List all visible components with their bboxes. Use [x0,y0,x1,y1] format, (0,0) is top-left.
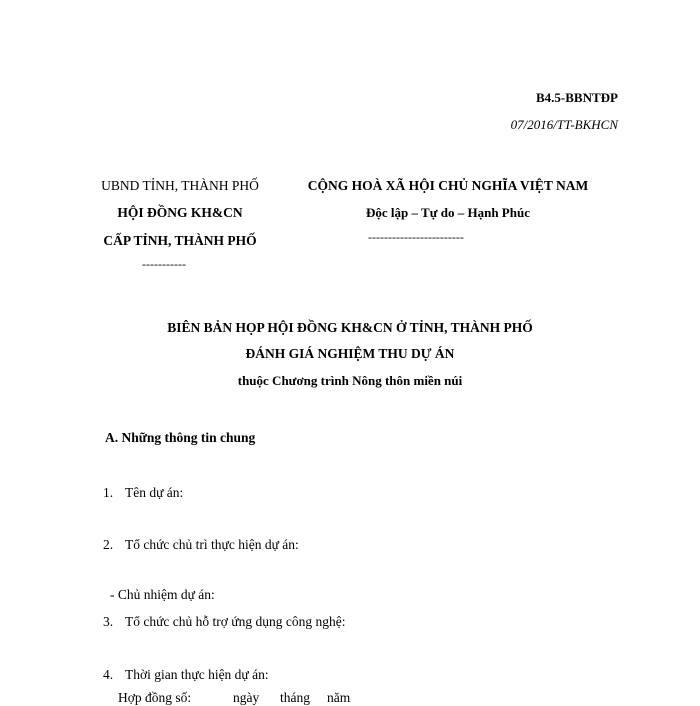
contract-month-label: tháng [280,690,310,705]
document-title: BIÊN BẢN HỌP HỘI ĐỒNG KH&CN Ở TỈNH, THÀNH PHỐ [167,320,533,335]
item-support-organization-label: Tổ chức chủ hỗ trợ ứng dụng công nghệ: [125,614,346,629]
council-level: CẤP TỈNH, THÀNH PHỐ [103,233,257,248]
section-a-heading: A. Những thông tin chung [105,430,256,445]
item-host-organization-label: Tổ chức chủ trì thực hiện dự án: [125,537,299,552]
contract-year-label: năm [327,690,351,705]
document-subtitle: ĐÁNH GIÁ NGHIỆM THU DỰ ÁN [245,346,455,361]
national-title: CỘNG HOÀ XÃ HỘI CHỦ NGHĨA VIỆT NAM [307,178,589,193]
item-project-manager-label: - Chủ nhiệm dự án: [110,587,215,602]
item-4-number: 4. [103,667,114,682]
item-2-number: 2. [103,537,114,552]
left-header-underline: ----------- [142,257,186,271]
item-1-number: 1. [103,485,114,500]
national-motto: Độc lập – Tự do – Hạnh Phúc [366,205,530,220]
province-committee: UBND TỈNH, THÀNH PHỐ [101,178,259,193]
contract-day-label: ngày [233,690,260,705]
form-code: B4.5-BBNTĐP [536,90,618,105]
council-name: HỘI ĐỒNG KH&CN [117,205,243,220]
program-name: thuộc Chương trình Nông thôn miền núi [237,373,463,388]
contract-number-label: Hợp đồng số: [118,690,192,705]
circular-number: 07/2016/TT-BKHCN [510,117,618,132]
item-duration-label: Thời gian thực hiện dự án: [125,667,269,682]
item-3-number: 3. [103,614,114,629]
right-header-underline: ------------------------ [368,230,464,244]
item-project-name-label: Tên dự án: [125,485,184,500]
